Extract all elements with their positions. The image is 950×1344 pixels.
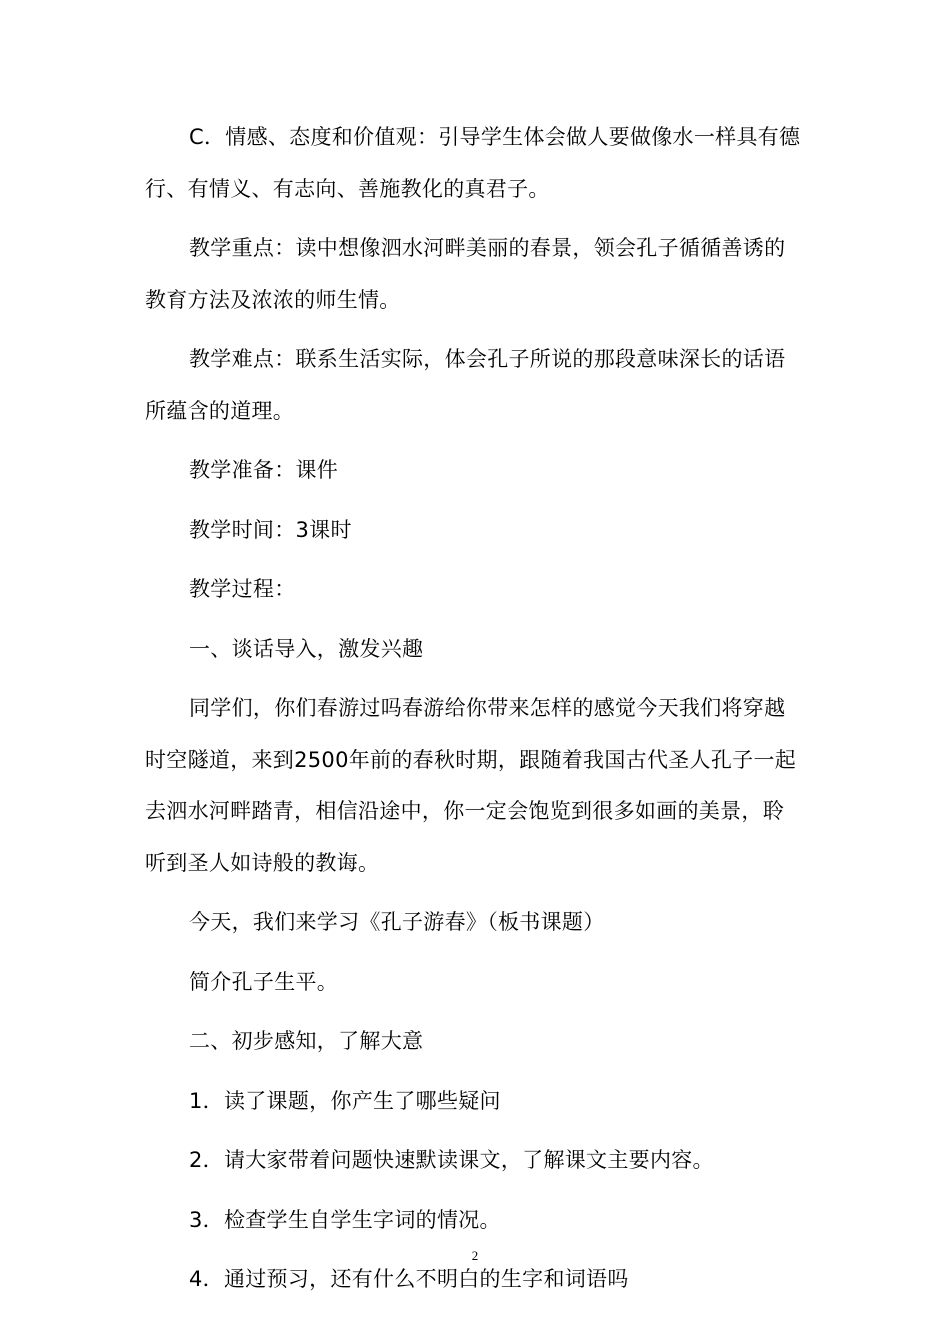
paragraph-difficulties: 教学难点：联系生活实际，体会孔子所说的那段意味深长的话语所蕴含的道理。 bbox=[145, 347, 786, 423]
paragraph-today: 今天，我们来学习《孔子游春》（板书课题） bbox=[189, 910, 605, 934]
section-heading-two: 二、初步感知，了解大意 bbox=[189, 1029, 424, 1053]
list-item-3: 3．检查学生自学生字词的情况。 bbox=[189, 1207, 501, 1232]
list-item-1: 1．读了课题，你产生了哪些疑问 bbox=[189, 1088, 501, 1113]
paragraph-time: 教学时间：3课时 bbox=[189, 517, 352, 542]
section-heading-one: 一、谈话导入，激发兴趣 bbox=[189, 636, 424, 661]
paragraph-preparation: 教学准备：课件 bbox=[189, 458, 339, 482]
paragraph-objective-c: C．情感、态度和价值观：引导学生体会做人要做像水一样具有德行、有情义、有志向、善施教化的真君子。 bbox=[145, 125, 801, 201]
paragraph-process-heading: 教学过程： bbox=[189, 577, 296, 601]
list-item-2: 2．请大家带着问题快速默读课文，了解课文主要内容。 bbox=[189, 1148, 714, 1172]
paragraph-key-points: 教学重点：读中想像泗水河畔美丽的春景，领会孔子循循善诱的教育方法及浓浓的师生情。 bbox=[145, 236, 786, 312]
paragraph-introduction: 同学们，你们春游过吗春游给你带来怎样的感觉今天我们将穿越时空隧道，来到2500年前的春秋时期，跟随着我国古代圣人孔子一起去泗水河畔踏青，相信沿途中，你一定会饱览到很多如画的美景，聆听到圣人如诗般的教诲。 bbox=[145, 696, 797, 875]
paragraph-bio: 简介孔子生平。 bbox=[189, 969, 339, 994]
list-item-4: 4．通过预习，还有什么不明白的生字和词语吗 bbox=[189, 1267, 629, 1291]
page-number: 2 bbox=[471, 1248, 479, 1263]
document-body bbox=[145, 112, 805, 1314]
